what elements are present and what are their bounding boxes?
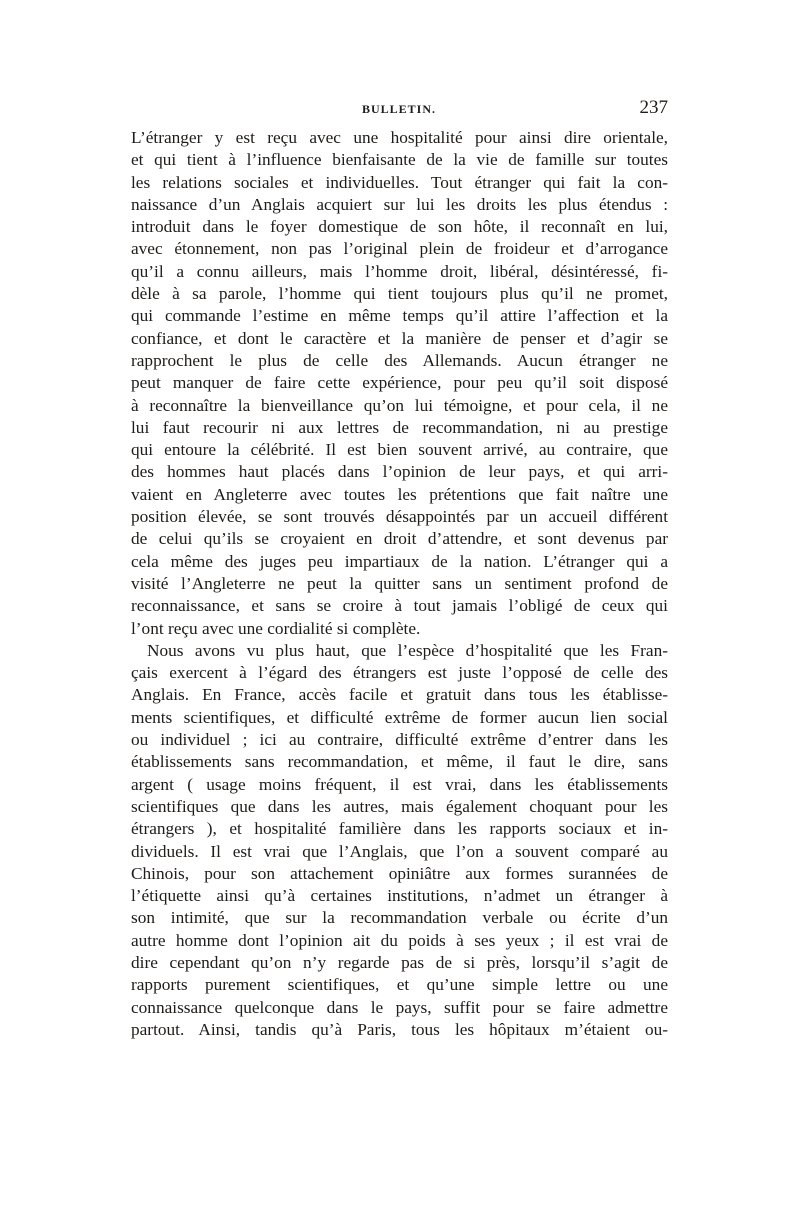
page-number: 237: [639, 97, 668, 118]
text-line: argent ( usage moins fréquent, il est vrai, dans les établissements: [131, 774, 668, 794]
text-line: qu’il a connu ailleurs, mais l’homme droit, libéral, désintéressé, fi-: [131, 261, 668, 281]
paragraph: [131, 127, 668, 640]
paragraph: [131, 640, 668, 1041]
text-line: qui commande l’estime en même temps qu’il attire l’affection et la: [131, 306, 668, 326]
text-line: autre homme dont l’opinion ait du poids à ses yeux ; il est vrai de: [131, 930, 668, 950]
text-line: partout. Ainsi, tandis qu’à Paris, tous les hôpitaux m’étaient ou-: [131, 1019, 668, 1039]
text-line: établissements sans recommandation, et même, il faut le dire, sans: [131, 752, 668, 772]
text-line: introduit dans le foyer domestique de son hôte, il reconnaît en lui,: [131, 217, 668, 237]
text-line: ou individuel ; ici au contraire, difficulté extrême d’entrer dans les: [131, 730, 668, 750]
text-line: scientifiques que dans les autres, mais également choquant pour les: [131, 796, 668, 816]
text-line: connaissance quelconque dans le pays, suffit pour se faire admettre: [131, 997, 668, 1017]
text-line: vaient en Angleterre avec toutes les prétentions que fait naître une: [131, 484, 668, 504]
text-line: peut manquer de faire cette expérience, pour peu qu’il soit disposé: [131, 373, 668, 393]
text-line: de celui qu’ils se croyaient en droit d’attendre, et sont devenus par: [131, 529, 668, 549]
text-line: position élevée, se sont trouvés désappointés par un accueil différent: [131, 507, 668, 527]
text-line: ments scientifiques, et difficulté extrême de former aucun lien social: [131, 707, 668, 727]
text-line: rapprochent le plus de celle des Allemands. Aucun étranger ne: [131, 350, 668, 370]
text-line: Nous avons vu plus haut, que l’espèce d’hospitalité que les Fran-: [147, 640, 668, 660]
text-line: cela même des juges peu impartiaux de la nation. L’étranger qui a: [131, 551, 668, 571]
text-line: son intimité, que sur la recommandation verbale ou écrite d’un: [131, 908, 668, 928]
text-line: à reconnaître la bienveillance qu’on lui témoigne, et pour cela, il ne: [131, 395, 668, 415]
text-line: Chinois, pour son attachement opiniâtre aux formes surannées de: [131, 863, 668, 883]
text-line: visité l’Angleterre ne peut la quitter sans un sentiment profond de: [131, 573, 668, 593]
text-line: dividuels. Il est vrai que l’Anglais, que l’on a souvent comparé au: [131, 841, 668, 861]
text-line: Anglais. En France, accès facile et gratuit dans tous les établisse-: [131, 685, 668, 705]
text-line: çais exercent à l’égard des étrangers est juste l’opposé de celle des: [131, 663, 668, 683]
text-line: dèle à sa parole, l’homme qui tient toujours plus qu’il ne promet,: [131, 284, 668, 304]
page-header: [130, 97, 668, 126]
text-line: rapports purement scientifiques, et qu’une simple lettre ou une: [131, 975, 668, 995]
text-line: des hommes haut placés dans l’opinion de leur pays, et qui arri-: [131, 462, 668, 482]
text-line: l’étiquette ainsi qu’à certaines institutions, n’admet un étranger à: [131, 886, 668, 906]
text-line: reconnaissance, et sans se croire à tout jamais l’obligé de ceux qui: [131, 596, 668, 616]
text-line: dire cependant qu’on n’y regarde pas de si près, lorsqu’il s’agit de: [131, 952, 668, 972]
text-line: naissance d’un Anglais acquiert sur lui les droits les plus étendus :: [131, 194, 668, 214]
text-line: l’ont reçu avec une cordialité si complète.: [131, 618, 421, 638]
running-head: BULLETIN.: [361, 102, 437, 116]
text-line: lui faut recourir ni aux lettres de recommandation, ni au prestige: [131, 417, 668, 437]
text-line: les relations sociales et individuelles. Tout étranger qui fait la con-: [131, 172, 668, 192]
page-body: [131, 127, 668, 1041]
text-line: étrangers ), et hospitalité familière dans les rapports sociaux et in-: [131, 819, 668, 839]
text-line: qui entoure la célébrité. Il est bien souvent arrivé, au contraire, que: [131, 440, 668, 460]
text-line: et qui tient à l’influence bienfaisante de la vie de famille sur toutes: [131, 150, 668, 170]
text-line: L’étranger y est reçu avec une hospitalité pour ainsi dire orientale,: [131, 128, 668, 147]
text-line: confiance, et dont le caractère et la manière de penser et d’agir se: [131, 328, 668, 348]
text-line: avec étonnement, non pas l’original plein de froideur et d’arrogance: [131, 239, 668, 259]
